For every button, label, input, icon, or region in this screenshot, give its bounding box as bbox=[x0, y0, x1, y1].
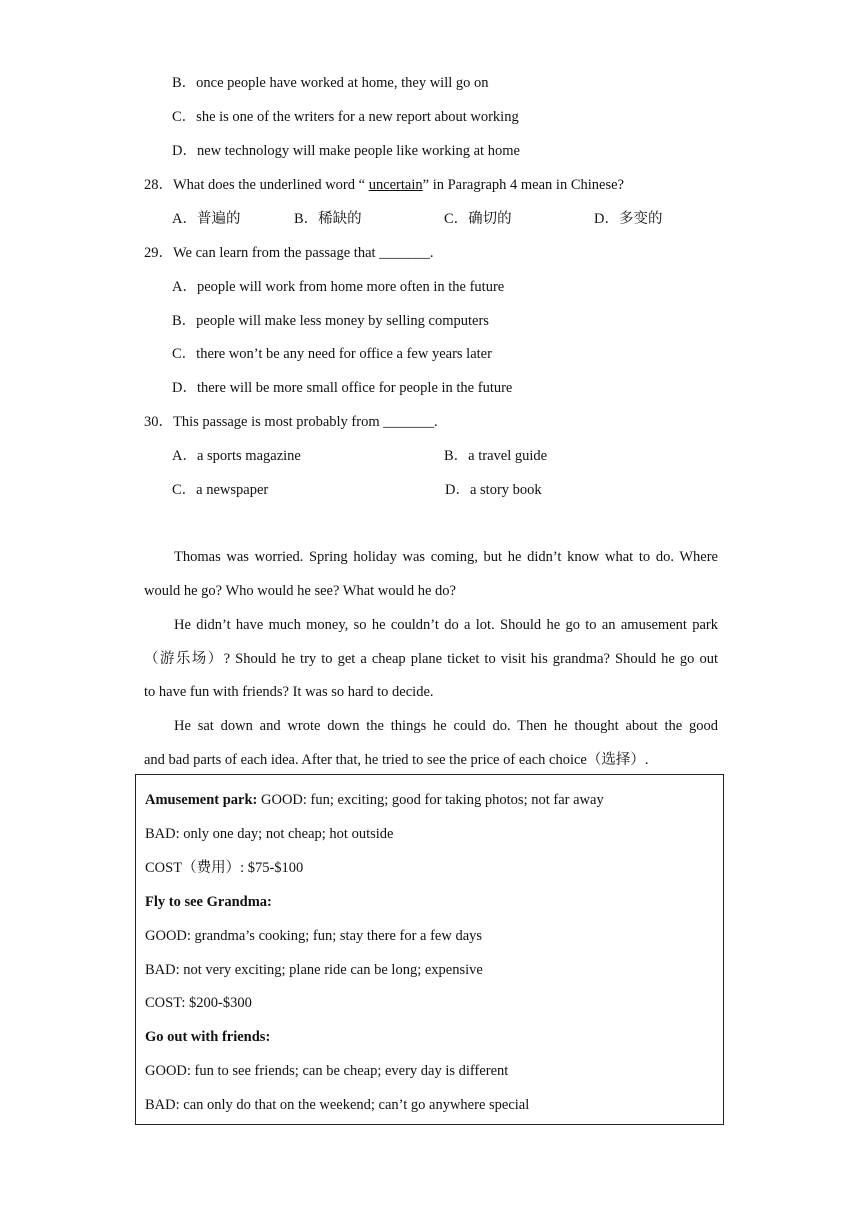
q28-underlined-word: uncertain bbox=[368, 177, 423, 193]
q30-option-d: D．a story book bbox=[445, 482, 542, 498]
passage-p3-line2: and bad parts of each idea. After that, he tried to see the price of each choice（选择）. bbox=[144, 752, 649, 768]
passage-p2-line1: He didn’t have much money, so he couldn’t do a lot. Should he go to an amusement park bbox=[174, 617, 718, 633]
passage-p2-line2: （游乐场）? Should he try to get a cheap plane ticket to visit his grandma? Should he go out bbox=[144, 651, 718, 667]
passage-p2-line3: to have fun with friends? It was so hard to decide. bbox=[144, 684, 434, 700]
grandma-cost: COST: $200-$300 bbox=[145, 995, 252, 1011]
grandma-title: Fly to see Grandma: bbox=[145, 894, 272, 910]
grandma-good: GOOD: grandma’s cooking; fun; stay there for a few days bbox=[145, 928, 483, 944]
amusement-park-cost: COST（费用）: $75-$100 bbox=[145, 860, 304, 876]
friends-title: Go out with friends: bbox=[145, 1029, 271, 1045]
q28-stem-pre: 28．What does the underlined word “ bbox=[144, 177, 369, 193]
q28-option-a: A．普遍的 bbox=[172, 211, 241, 227]
friends-good: GOOD: fun to see friends; can be cheap; every day is different bbox=[145, 1063, 509, 1079]
q29-option-c: C．there won’t be any need for office a few years later bbox=[172, 346, 492, 362]
q30-option-c: C．a newspaper bbox=[172, 482, 269, 498]
passage-p1-line2: would he go? Who would he see? What would he do? bbox=[144, 583, 456, 599]
q30-stem: 30．This passage is most probably from _______. bbox=[144, 414, 438, 430]
q29-option-a: A．people will work from home more often in the future bbox=[172, 279, 505, 295]
friends-bad: BAD: can only do that on the weekend; can’t go anywhere special bbox=[145, 1097, 530, 1113]
q27-option-c: C．she is one of the writers for a new report about working bbox=[172, 109, 519, 125]
q27-option-b: B．once people have worked at home, they will go on bbox=[172, 75, 489, 91]
grandma-bad: BAD: not very exciting; plane ride can be long; expensive bbox=[145, 962, 483, 978]
q28-option-d: D．多变的 bbox=[594, 211, 663, 227]
q30-option-b: B．a travel guide bbox=[444, 448, 548, 464]
amusement-park-good: GOOD: fun; exciting; good for taking photos; not far away bbox=[257, 792, 604, 808]
amusement-park-bad: BAD: only one day; not cheap; hot outside bbox=[145, 826, 394, 842]
amusement-park-row bbox=[145, 790, 604, 810]
q28-option-b: B．稀缺的 bbox=[294, 211, 362, 227]
choices-box bbox=[135, 774, 724, 1125]
q28-stem bbox=[144, 175, 624, 195]
q28-stem-post: ” in Paragraph 4 mean in Chinese? bbox=[422, 177, 624, 193]
amusement-park-title: Amusement park: bbox=[145, 792, 258, 808]
q30-option-a: A．a sports magazine bbox=[172, 448, 301, 464]
q27-option-d: D．new technology will make people like working at home bbox=[172, 143, 520, 159]
q29-option-b: B．people will make less money by selling computers bbox=[172, 313, 489, 329]
passage-p1-line1: Thomas was worried. Spring holiday was coming, but he didn’t know what to do. Where bbox=[174, 549, 718, 565]
q29-stem: 29．We can learn from the passage that _______. bbox=[144, 245, 434, 261]
q29-option-d: D．there will be more small office for people in the future bbox=[172, 380, 513, 396]
q28-option-c: C．确切的 bbox=[444, 211, 512, 227]
passage-p3-line1: He sat down and wrote down the things he could do. Then he thought about the good bbox=[174, 718, 718, 734]
